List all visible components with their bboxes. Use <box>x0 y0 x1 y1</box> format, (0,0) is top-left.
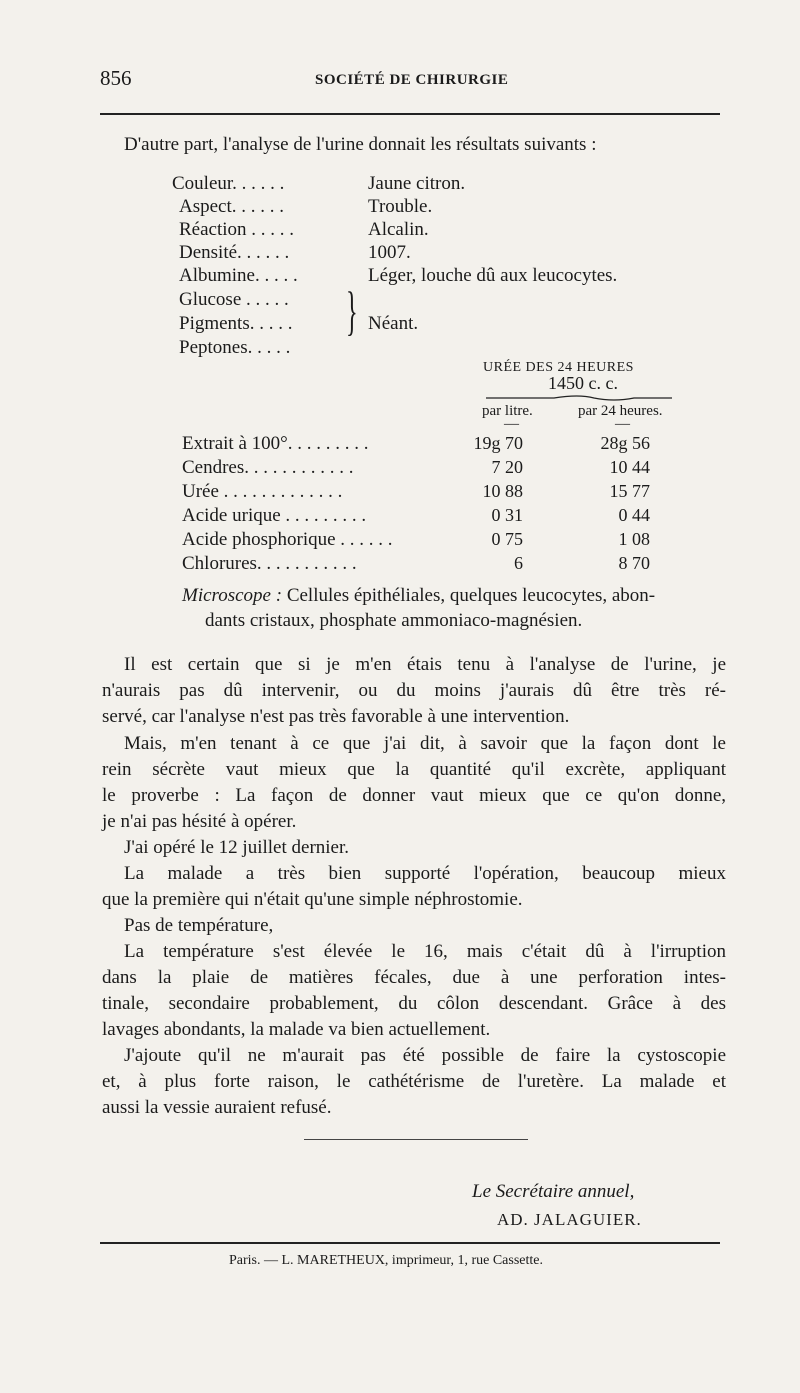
paragraph-line: J'ajoute qu'il ne m'aurait pas été possible de faire la cystoscopie <box>124 1045 726 1066</box>
table-cell-per-litre: 10 88 <box>482 481 523 501</box>
grouping-brace: } <box>346 281 358 341</box>
printer-imprint: Paris. — L. MARETHEUX, imprimeur, 1, rue Cassette. <box>229 1253 544 1268</box>
property-value: Trouble. <box>368 196 433 217</box>
property-label: Pigments. . . . . <box>179 313 293 334</box>
column-dash: — <box>504 416 519 432</box>
table-cell-per-litre: 6 <box>514 553 523 573</box>
paragraph-line: dans la plaie de matières fécales, due à une perforation intes- <box>102 967 726 988</box>
table-cell-per-24h: 28g 56 <box>600 433 650 453</box>
table-row-label: Chlorures. . . . . . . . . . . <box>182 553 357 574</box>
column-header-per-24h: par 24 heures. <box>578 403 663 419</box>
table-row-label: Urée . . . . . . . . . . . . . <box>182 481 343 502</box>
paragraph-line: aussi la vessie auraient refusé. <box>102 1097 332 1118</box>
paragraph-line: servé, car l'analyse n'est pas très favorable à une intervention. <box>102 706 570 727</box>
property-value: Jaune citron. <box>368 173 466 194</box>
table-cell-per-litre: 0 75 <box>491 529 523 549</box>
microscope-text-continued: dants cristaux, phosphate ammoniaco-magnésien. <box>205 610 583 631</box>
property-label: Peptones. . . . . <box>179 337 291 358</box>
table-row-label: Cendres. . . . . . . . . . . . <box>182 457 354 478</box>
table-cell-per-litre: 19g 70 <box>473 433 523 453</box>
table-row-label: Extrait à 100°. . . . . . . . . <box>182 433 369 454</box>
table-row-label: Acide urique . . . . . . . . . <box>182 505 367 526</box>
uree-header-volume: 1450 c. c. <box>548 373 618 393</box>
table-cell-per-24h: 15 77 <box>609 481 650 501</box>
running-title: SOCIÉTÉ DE CHIRURGIE <box>315 72 509 88</box>
table-cell-per-24h: 1 08 <box>618 529 650 549</box>
table-cell-per-24h: 0 44 <box>618 505 650 525</box>
column-header-per-litre: par litre. <box>482 403 533 419</box>
property-value: Alcalin. <box>368 219 429 240</box>
paragraph-line: lavages abondants, la malade va bien actuellement. <box>102 1019 491 1040</box>
grouped-value: Néant. <box>368 313 419 334</box>
paragraph-line: Pas de température, <box>124 915 274 936</box>
table-cell-per-litre: 0 31 <box>491 505 523 525</box>
uree-header-title: URÉE DES 24 HEURES <box>483 360 634 375</box>
paragraph-line: que la première qui n'était qu'une simple néphrostomie. <box>102 889 523 910</box>
paragraph-line: Il est certain que si je m'en étais tenu à l'analyse de l'urine, je <box>124 654 726 675</box>
property-label: Densité. . . . . . <box>179 242 290 263</box>
paragraph-line: La malade a très bien supporté l'opération, beaucoup mieux <box>124 863 726 884</box>
footer-rule <box>100 1242 720 1244</box>
paragraph-line: rein sécrète vaut mieux que la quantité qu'il excrète, appliquant <box>102 759 726 780</box>
section-separator <box>304 1139 528 1140</box>
paragraph-line: La température s'est élevée le 16, mais c'était dû à l'irruption <box>124 941 726 962</box>
property-value: Léger, louche dû aux leucocytes. <box>368 265 618 286</box>
property-label: Albumine. . . . . <box>179 265 298 286</box>
table-cell-per-24h: 8 70 <box>618 553 650 573</box>
table-cell-per-24h: 10 44 <box>609 457 650 477</box>
microscope-note <box>182 583 726 609</box>
signature-title: Le Secrétaire annuel, <box>472 1181 635 1202</box>
paragraph-line: je n'ai pas hésité à opérer. <box>102 811 297 832</box>
signature-name: AD. JALAGUIER. <box>497 1210 642 1229</box>
paragraph-line: tinale, secondaire probablement, du côlon descendant. Grâce à des <box>102 993 726 1014</box>
header-rule <box>100 113 720 115</box>
column-dash: — <box>615 416 630 432</box>
paragraph-line: J'ai opéré le 12 juillet dernier. <box>124 837 350 858</box>
table-cell-per-litre: 7 20 <box>491 457 523 477</box>
property-label: Glucose . . . . . <box>179 289 289 310</box>
microscope-label: Microscope : <box>182 585 283 606</box>
page-number: 856 <box>100 66 132 90</box>
table-row-label: Acide phosphorique . . . . . . <box>182 529 393 550</box>
property-label: Couleur. . . . . . <box>172 173 285 194</box>
paragraph-line: et, à plus forte raison, le cathétérisme de l'uretère. La malade et <box>102 1071 726 1092</box>
property-label: Réaction . . . . . <box>179 219 295 240</box>
intro-line: D'autre part, l'analyse de l'urine donnait les résultats suivants : <box>124 134 597 155</box>
property-label: Aspect. . . . . . <box>179 196 285 217</box>
paragraph-line: Mais, m'en tenant à ce que j'ai dit, à savoir que la façon dont le <box>124 733 726 754</box>
paragraph-line: n'aurais pas dû intervenir, ou du moins j'aurais dû être très ré- <box>102 680 726 701</box>
property-value: 1007. <box>368 242 411 263</box>
microscope-text: Cellules épithéliales, quelques leucocytes, abon- <box>286 585 656 606</box>
paragraph-line: le proverbe : La façon de donner vaut mieux que ce qu'on donne, <box>102 785 726 806</box>
